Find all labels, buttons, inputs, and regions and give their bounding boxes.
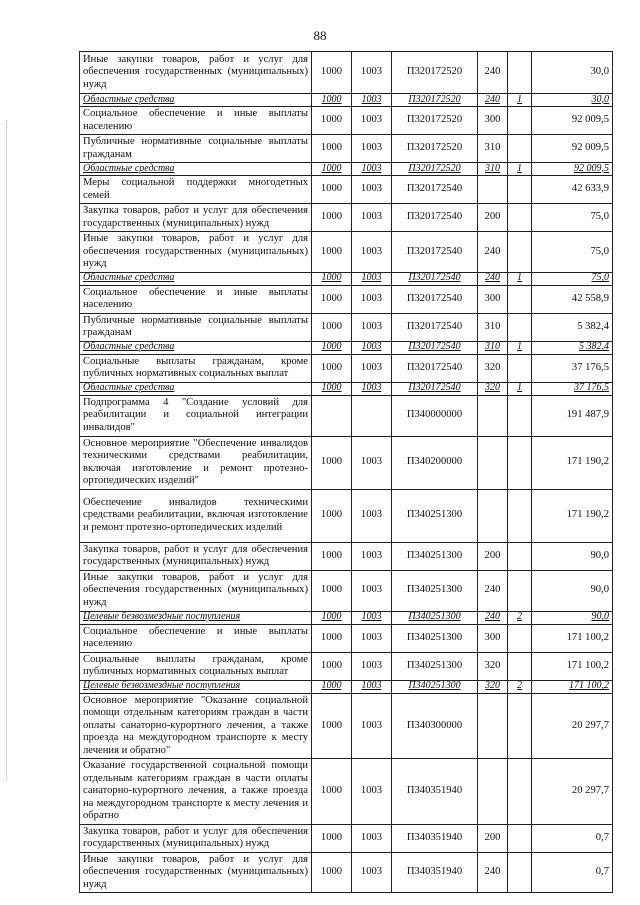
col-funding-source [508, 176, 532, 204]
col-funding-source: 1 [508, 341, 532, 354]
table-row-funding-source [80, 272, 613, 285]
col-funding-source [508, 852, 532, 893]
col-funding-source: 1 [508, 94, 532, 107]
col-section [312, 395, 352, 436]
col-target-article: П320172540 [392, 272, 478, 285]
col-subsection: 1003 [352, 693, 392, 759]
col-expense-type [478, 395, 508, 436]
col-target-article: П320172540 [392, 176, 478, 204]
col-target-article: П340000000 [392, 395, 478, 436]
table-row [80, 395, 613, 436]
col-amount: 42 558,9 [532, 285, 613, 313]
col-name: Оказание государственной социальной помощи отдельным категориям граждан в части оплаты санаторно-курортного лечения, а также проезда на междугородном транспорте к месту лечения и обратно [80, 759, 312, 825]
col-target-article: П320172540 [392, 313, 478, 341]
col-target-article: П340251300 [392, 680, 478, 693]
col-funding-source [508, 824, 532, 852]
col-subsection: 1003 [352, 272, 392, 285]
col-amount: 90,0 [532, 570, 613, 611]
col-funding-source [508, 395, 532, 436]
col-section: 1000 [312, 624, 352, 652]
col-section: 1000 [312, 204, 352, 232]
col-expense-type: 320 [478, 354, 508, 382]
col-amount: 75,0 [532, 204, 613, 232]
col-section: 1000 [312, 611, 352, 624]
col-section: 1000 [312, 693, 352, 759]
col-name: Подпрограмма 4 "Создание условий для реабилитации и социальной интеграции инвалидов" [80, 395, 312, 436]
col-amount: 5 382,4 [532, 341, 613, 354]
col-amount: 90,0 [532, 611, 613, 624]
col-amount: 75,0 [532, 232, 613, 273]
col-funding-source: 1 [508, 272, 532, 285]
col-expense-type: 310 [478, 135, 508, 163]
col-expense-type: 310 [478, 163, 508, 176]
col-name: Обеспечение инвалидов техническими средствами реабилитации, включая изготовление и ремонт протезно-ортопедических изделий [80, 489, 312, 542]
table-row-funding-source [80, 611, 613, 624]
col-expense-type [478, 759, 508, 825]
col-amount: 92 009,5 [532, 107, 613, 135]
col-subsection: 1003 [352, 542, 392, 570]
col-expense-type [478, 489, 508, 542]
col-expense-type: 300 [478, 285, 508, 313]
col-amount: 20 297,7 [532, 693, 613, 759]
col-expense-type: 300 [478, 624, 508, 652]
col-name: Меры социальной поддержки многодетных семей [80, 176, 312, 204]
col-subsection: 1003 [352, 163, 392, 176]
col-section: 1000 [312, 285, 352, 313]
col-subsection: 1003 [352, 107, 392, 135]
table-row [80, 693, 613, 759]
table-row-funding-source [80, 94, 613, 107]
col-expense-type [478, 693, 508, 759]
col-target-article: П320172540 [392, 341, 478, 354]
table-row-funding-source [80, 341, 613, 354]
col-amount: 90,0 [532, 542, 613, 570]
col-target-article: П320172540 [392, 232, 478, 273]
col-target-article: П340251300 [392, 624, 478, 652]
col-funding-source [508, 354, 532, 382]
col-subsection: 1003 [352, 382, 392, 395]
col-target-article: П320172520 [392, 163, 478, 176]
col-target-article: П340351940 [392, 759, 478, 825]
col-name: Социальное обеспечение и иные выплаты населению [80, 624, 312, 652]
col-expense-type: 200 [478, 542, 508, 570]
col-amount: 0,7 [532, 852, 613, 893]
col-target-article: П340251300 [392, 489, 478, 542]
col-funding-source [508, 489, 532, 542]
col-name: Публичные нормативные социальные выплаты гражданам [80, 313, 312, 341]
col-subsection: 1003 [352, 489, 392, 542]
col-funding-source [508, 232, 532, 273]
col-name: Областные средства [80, 94, 312, 107]
col-funding-source: 1 [508, 382, 532, 395]
col-amount: 37 176,5 [532, 382, 613, 395]
budget-table [79, 51, 613, 893]
col-subsection: 1003 [352, 313, 392, 341]
col-target-article: П320172540 [392, 285, 478, 313]
col-expense-type: 240 [478, 570, 508, 611]
col-target-article: П340351940 [392, 824, 478, 852]
table-row-funding-source [80, 163, 613, 176]
col-funding-source [508, 313, 532, 341]
col-funding-source [508, 107, 532, 135]
col-subsection: 1003 [352, 52, 392, 94]
col-subsection: 1003 [352, 341, 392, 354]
col-funding-source [508, 204, 532, 232]
col-amount: 171 190,2 [532, 489, 613, 542]
col-expense-type [478, 176, 508, 204]
col-name: Областные средства [80, 341, 312, 354]
col-funding-source [508, 542, 532, 570]
table-row [80, 204, 613, 232]
col-section: 1000 [312, 852, 352, 893]
col-section: 1000 [312, 652, 352, 680]
col-name: Основное мероприятие "Оказание социальной помощи отдельным категориям граждан в части оплаты санаторно-курортного лечения, а также проезда на междугородном транспорте к месту лечения и обратно" [80, 693, 312, 759]
table-row [80, 489, 613, 542]
col-target-article: П320172520 [392, 52, 478, 94]
col-target-article: П320172540 [392, 354, 478, 382]
col-name: Публичные нормативные социальные выплаты гражданам [80, 135, 312, 163]
col-section: 1000 [312, 107, 352, 135]
col-section: 1000 [312, 52, 352, 94]
col-target-article: П320172520 [392, 94, 478, 107]
col-expense-type: 240 [478, 611, 508, 624]
col-target-article: П340200000 [392, 436, 478, 489]
col-name: Социальное обеспечение и иные выплаты населению [80, 107, 312, 135]
col-subsection: 1003 [352, 759, 392, 825]
col-funding-source [508, 652, 532, 680]
col-name: Иные закупки товаров, работ и услуг для обеспечения государственных (муниципальных) нужд [80, 852, 312, 893]
col-expense-type: 300 [478, 107, 508, 135]
col-funding-source [508, 624, 532, 652]
col-target-article: П340351940 [392, 852, 478, 893]
col-expense-type: 240 [478, 272, 508, 285]
col-subsection: 1003 [352, 285, 392, 313]
col-funding-source [508, 285, 532, 313]
table-row [80, 52, 613, 94]
col-amount: 191 487,9 [532, 395, 613, 436]
col-target-article: П320172520 [392, 107, 478, 135]
col-amount: 37 176,5 [532, 354, 613, 382]
table-row [80, 624, 613, 652]
col-expense-type [478, 436, 508, 489]
table-row-funding-source [80, 680, 613, 693]
col-expense-type: 240 [478, 852, 508, 893]
col-section: 1000 [312, 135, 352, 163]
col-expense-type: 240 [478, 94, 508, 107]
col-name: Областные средства [80, 382, 312, 395]
col-amount: 75,0 [532, 272, 613, 285]
col-expense-type: 240 [478, 232, 508, 273]
table-row [80, 759, 613, 825]
col-amount: 171 190,2 [532, 436, 613, 489]
col-section: 1000 [312, 824, 352, 852]
col-funding-source: 2 [508, 611, 532, 624]
col-name: Иные закупки товаров, работ и услуг для обеспечения государственных (муниципальных) нужд [80, 52, 312, 94]
col-subsection: 1003 [352, 94, 392, 107]
col-funding-source [508, 52, 532, 94]
col-section: 1000 [312, 272, 352, 285]
col-section: 1000 [312, 489, 352, 542]
col-name: Социальные выплаты гражданам, кроме публичных нормативных социальных выплат [80, 652, 312, 680]
col-funding-source [508, 135, 532, 163]
col-amount: 30,0 [532, 52, 613, 94]
col-funding-source [508, 693, 532, 759]
col-subsection: 1003 [352, 204, 392, 232]
col-funding-source: 2 [508, 680, 532, 693]
col-name: Социальные выплаты гражданам, кроме публичных нормативных социальных выплат [80, 354, 312, 382]
col-target-article: П320172540 [392, 204, 478, 232]
col-section: 1000 [312, 163, 352, 176]
col-amount: 92 009,5 [532, 163, 613, 176]
col-section: 1000 [312, 313, 352, 341]
col-name: Закупка товаров, работ и услуг для обеспечения государственных (муниципальных) нужд [80, 542, 312, 570]
col-funding-source [508, 570, 532, 611]
col-expense-type: 320 [478, 652, 508, 680]
col-subsection: 1003 [352, 570, 392, 611]
col-section: 1000 [312, 542, 352, 570]
table-row [80, 135, 613, 163]
col-target-article: П340251300 [392, 570, 478, 611]
table-row [80, 232, 613, 273]
col-name: Целевые безвозмездные поступления [80, 680, 312, 693]
col-section: 1000 [312, 341, 352, 354]
col-amount: 42 633,9 [532, 176, 613, 204]
page-number: 88 [313, 28, 327, 43]
col-target-article: П340251300 [392, 611, 478, 624]
col-expense-type: 200 [478, 204, 508, 232]
col-target-article: П340300000 [392, 693, 478, 759]
col-subsection: 1003 [352, 176, 392, 204]
col-amount: 92 009,5 [532, 135, 613, 163]
col-expense-type: 200 [478, 824, 508, 852]
col-amount: 20 297,7 [532, 759, 613, 825]
col-expense-type: 310 [478, 341, 508, 354]
col-funding-source [508, 436, 532, 489]
col-target-article: П340251300 [392, 542, 478, 570]
col-funding-source: 1 [508, 163, 532, 176]
col-name: Областные средства [80, 272, 312, 285]
col-subsection [352, 395, 392, 436]
col-subsection: 1003 [352, 354, 392, 382]
table-row-funding-source [80, 382, 613, 395]
col-amount: 30,0 [532, 94, 613, 107]
table-row [80, 285, 613, 313]
table-row [80, 176, 613, 204]
table-body [80, 52, 613, 893]
col-section: 1000 [312, 354, 352, 382]
col-expense-type: 310 [478, 313, 508, 341]
col-expense-type: 320 [478, 382, 508, 395]
col-target-article: П340251300 [392, 652, 478, 680]
col-expense-type: 240 [478, 52, 508, 94]
col-target-article: П320172520 [392, 135, 478, 163]
col-amount: 5 382,4 [532, 313, 613, 341]
col-name: Иные закупки товаров, работ и услуг для обеспечения государственных (муниципальных) нужд [80, 232, 312, 273]
col-subsection: 1003 [352, 652, 392, 680]
margin-dotted-line [6, 120, 8, 780]
col-subsection: 1003 [352, 232, 392, 273]
col-amount: 171 100,2 [532, 624, 613, 652]
col-amount: 171 100,2 [532, 680, 613, 693]
col-section: 1000 [312, 94, 352, 107]
table-row [80, 313, 613, 341]
col-subsection: 1003 [352, 436, 392, 489]
col-name: Целевые безвозмездные поступления [80, 611, 312, 624]
table-row [80, 652, 613, 680]
col-subsection: 1003 [352, 852, 392, 893]
col-name: Иные закупки товаров, работ и услуг для обеспечения государственных (муниципальных) нужд [80, 570, 312, 611]
col-subsection: 1003 [352, 135, 392, 163]
table-row [80, 852, 613, 893]
col-section: 1000 [312, 232, 352, 273]
col-expense-type: 320 [478, 680, 508, 693]
col-amount: 171 100,2 [532, 652, 613, 680]
col-section: 1000 [312, 680, 352, 693]
col-section: 1000 [312, 570, 352, 611]
table-row [80, 436, 613, 489]
col-section: 1000 [312, 759, 352, 825]
table-row [80, 354, 613, 382]
col-name: Социальное обеспечение и иные выплаты населению [80, 285, 312, 313]
col-section: 1000 [312, 176, 352, 204]
col-subsection: 1003 [352, 624, 392, 652]
table-row [80, 542, 613, 570]
col-section: 1000 [312, 382, 352, 395]
col-name: Закупка товаров, работ и услуг для обеспечения государственных (муниципальных) нужд [80, 824, 312, 852]
col-name: Закупка товаров, работ и услуг для обеспечения государственных (муниципальных) нужд [80, 204, 312, 232]
col-amount: 0,7 [532, 824, 613, 852]
col-name: Основное мероприятие "Обеспечение инвалидов техническими средствами реабилитации, включая изготовление и ремонт протезно-ортопедических изделий" [80, 436, 312, 489]
col-name: Областные средства [80, 163, 312, 176]
col-section: 1000 [312, 436, 352, 489]
table-row [80, 570, 613, 611]
table-row [80, 107, 613, 135]
col-subsection: 1003 [352, 824, 392, 852]
table-row [80, 824, 613, 852]
col-subsection: 1003 [352, 680, 392, 693]
col-subsection: 1003 [352, 611, 392, 624]
col-target-article: П320172540 [392, 382, 478, 395]
col-funding-source [508, 759, 532, 825]
